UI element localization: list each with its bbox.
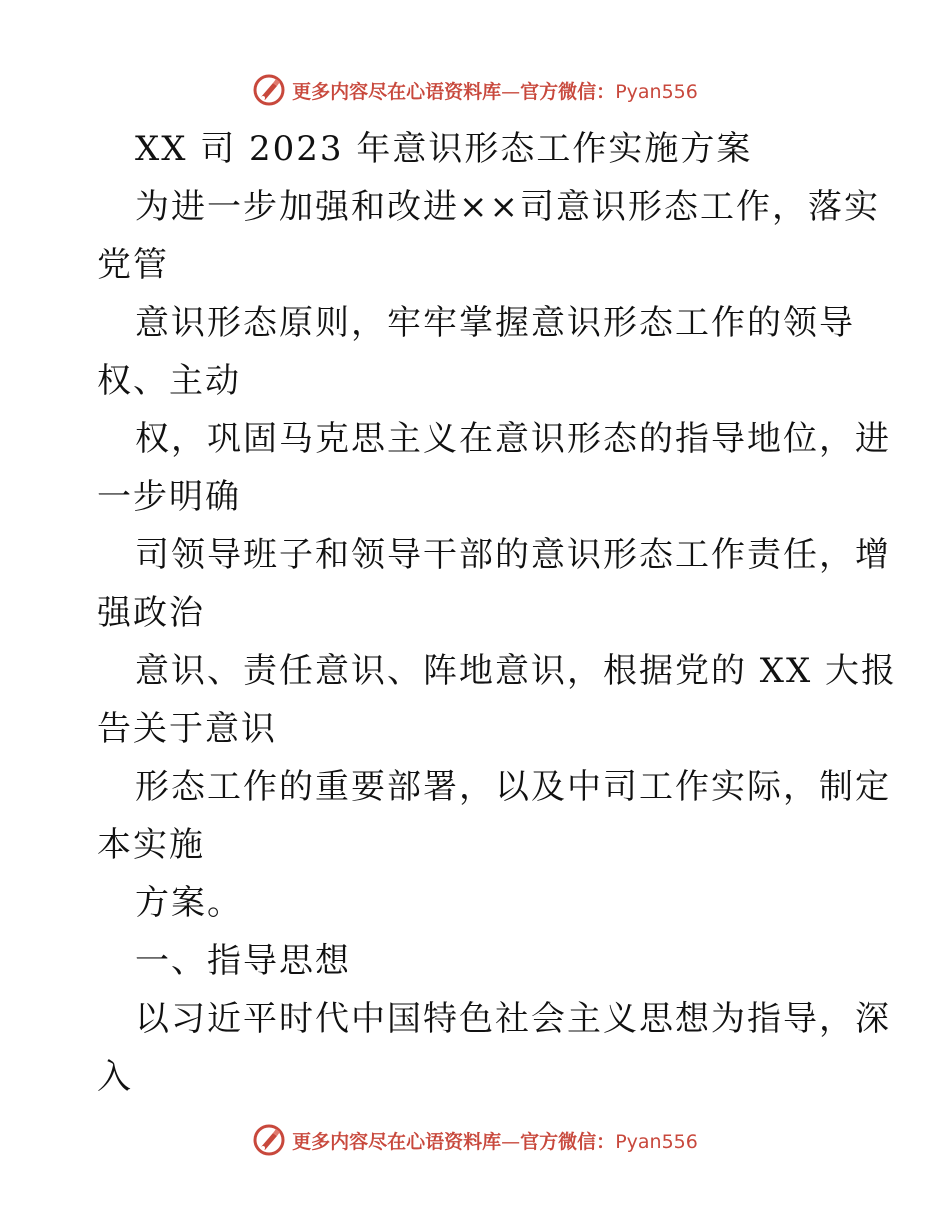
watermark-text xyxy=(292,1127,698,1154)
doc-line: 强政治 xyxy=(97,593,205,633)
watermark-brand: 更多内容尽在心语资料库 xyxy=(292,1130,502,1153)
doc-line: 告关于意识 xyxy=(97,709,277,749)
watermark-wechat: Pyan556 xyxy=(615,1130,698,1153)
doc-line: 意识、责任意识、阵地意识，根据党的 XX 大报 xyxy=(135,651,898,691)
doc-line: 以习近平时代中国特色社会主义思想为指导，深 xyxy=(135,999,891,1039)
doc-line: 意识形态原则，牢牢掌握意识形态工作的领导 xyxy=(135,303,855,343)
doc-line: 党管 xyxy=(97,245,169,285)
watermark-brand: 更多内容尽在心语资料库 xyxy=(292,80,502,103)
watermark-sub: 官方微信： xyxy=(520,80,616,103)
doc-line: 入 xyxy=(97,1057,133,1097)
doc-line: 方案。 xyxy=(135,883,243,923)
watermark-dash: — xyxy=(501,80,521,103)
watermark-wechat: Pyan556 xyxy=(615,80,698,103)
section-heading: 一、指导思想 xyxy=(135,941,351,981)
header-watermark xyxy=(0,70,950,110)
footer-watermark xyxy=(0,1120,950,1160)
doc-line: 权，巩固马克思主义在意识形态的指导地位，进 xyxy=(135,419,891,459)
doc-line: 本实施 xyxy=(97,825,205,865)
doc-line: 司领导班子和领导干部的意识形态工作责任，增 xyxy=(135,535,891,575)
doc-line: 形态工作的重要部署，以及中司工作实际，制定 xyxy=(135,767,891,807)
doc-title: XX 司 2023 年意识形态工作实施方案 xyxy=(135,129,753,169)
pen-logo-icon xyxy=(252,1123,286,1157)
doc-line: 权、主动 xyxy=(97,361,241,401)
watermark-text xyxy=(292,77,698,104)
doc-line: 为进一步加强和改进××司意识形态工作，落实 xyxy=(135,187,880,227)
pen-logo-icon xyxy=(252,73,286,107)
watermark-dash: — xyxy=(501,1130,521,1153)
doc-line: 一步明确 xyxy=(97,477,241,517)
document-body xyxy=(97,120,898,1106)
watermark-sub: 官方微信： xyxy=(520,1130,616,1153)
